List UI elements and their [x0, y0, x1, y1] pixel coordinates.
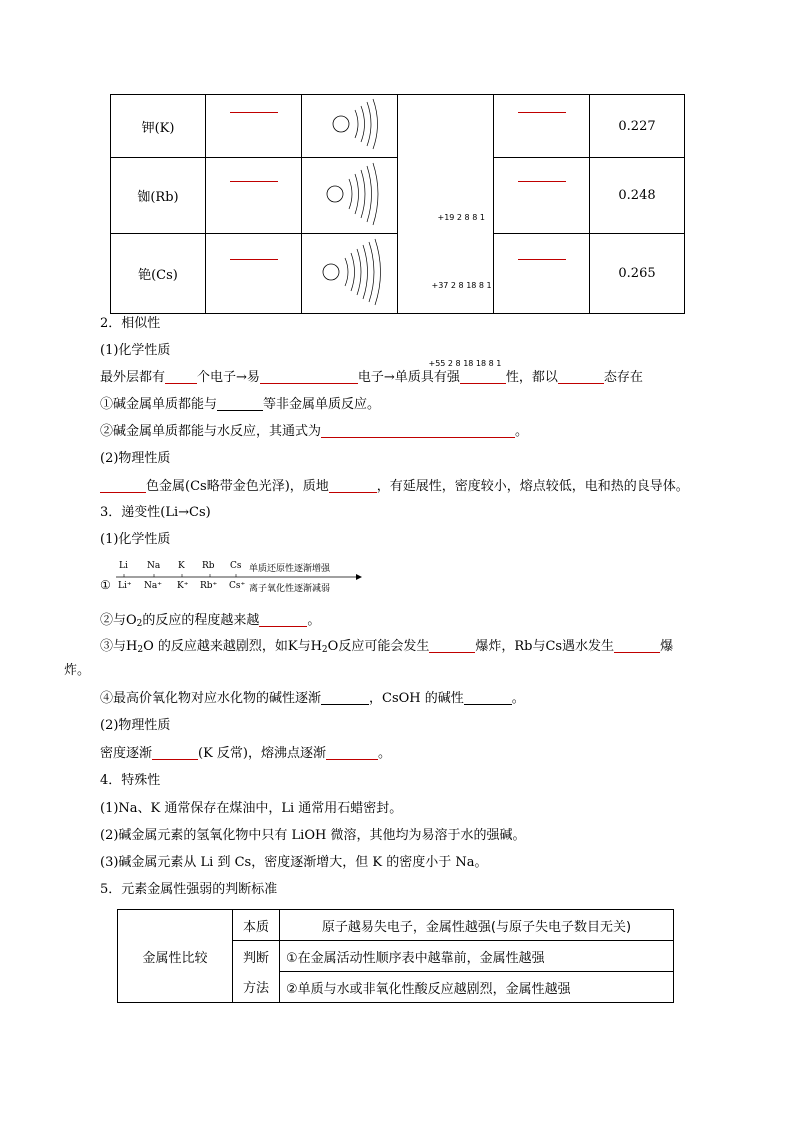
trend-top-label: 单质还原性逐渐增强 — [249, 564, 331, 574]
ion-label: Rb⁺ — [200, 581, 218, 591]
row-key: 本质 — [233, 910, 280, 941]
text-line: (1)Na、K 通常保存在煤油中，Li 通常用石蜡密封。 — [100, 801, 403, 816]
answer-blank — [321, 425, 515, 438]
blank-cell — [494, 158, 590, 234]
answer-blank — [464, 692, 512, 705]
radius-cs: 0.265 — [590, 234, 685, 314]
text-line: (2)碱金属元素的氢氧化物中只有 LiOH 微溶，其他均为易溶于水的强碱。 — [100, 828, 526, 843]
section-special — [100, 771, 740, 881]
table-label: 金属性比较 — [118, 910, 233, 1003]
answer-blank — [460, 371, 506, 384]
atom-text: +55 2 8 18 18 8 1 — [428, 358, 502, 368]
section-heading: 3．递变性(Li→Cs) — [100, 505, 211, 520]
text-line: (3)碱金属元素从 Li 到 Cs，密度逐渐增大，但 K 的密度小于 Na。 — [100, 855, 488, 870]
atom-text: +19 2 8 8 1 — [437, 212, 485, 222]
blank-cell — [494, 95, 590, 158]
radius-rb: 0.248 — [590, 158, 685, 234]
answer-blank — [259, 614, 307, 627]
answer-blank — [614, 640, 660, 653]
ion-label: Cs⁺ — [229, 581, 246, 591]
element-label: Na — [147, 561, 161, 571]
element-label: Cs — [230, 561, 242, 571]
answer-blank — [165, 371, 197, 384]
text-line: ②碱金属单质都能与水反应，其通式为 。 — [100, 424, 529, 439]
answer-blank — [260, 371, 358, 384]
section-heading: 4．特殊性 — [100, 773, 161, 788]
answer-blank — [321, 692, 369, 705]
answer-blank — [429, 640, 475, 653]
answer-blank — [518, 259, 566, 260]
element-name-k: 钾(K) — [111, 95, 206, 158]
ion-label: Na⁺ — [144, 581, 162, 591]
answer-blank — [518, 181, 566, 182]
section-heading: 2．相似性 — [100, 316, 161, 331]
answer-blank — [329, 480, 377, 493]
row-value: ①在金属活动性顺序表中越靠前，金属性越强 — [280, 941, 674, 972]
row-key: 方法 — [233, 972, 280, 1003]
section-heading: 5．元素金属性强弱的判断标准 — [100, 882, 278, 897]
sub-heading: (1)化学性质 — [100, 343, 171, 358]
element-label: K — [178, 561, 185, 571]
blank-cell — [206, 234, 302, 314]
answer-blank — [230, 112, 278, 113]
answer-blank — [326, 747, 378, 760]
blank-cell — [494, 234, 590, 314]
trend-diagram — [100, 558, 370, 598]
atom-structure-diagram-icon — [305, 96, 395, 152]
atom-text: +37 2 8 18 8 1 — [431, 280, 492, 290]
text-line: ④最高价氧化物对应水化物的碱性逐渐 ，CsOH 的碱性 。 — [100, 691, 525, 706]
atom-structure-diagram-icon — [305, 161, 395, 227]
ion-label: Li⁺ — [118, 581, 132, 591]
element-name-rb: 铷(Rb) — [111, 158, 206, 234]
text-line: ②与$O_2$的反应的程度越来越 。 — [100, 613, 321, 629]
ion-label: K⁺ — [177, 581, 189, 591]
sub-heading: (2)物理性质 — [100, 718, 171, 733]
element-name-cs: 铯(Cs) — [111, 234, 206, 314]
atom-structure-k — [302, 95, 485, 222]
metallic-property-table — [117, 909, 674, 1003]
sub-heading: (1)化学性质 — [100, 532, 171, 547]
blank-cell — [206, 95, 302, 158]
atom-structure-diagram-icon — [305, 237, 395, 307]
trend-bottom-label: 离子氧化性逐渐减弱 — [249, 584, 331, 594]
blank-cell — [206, 158, 302, 234]
row-value: 原子越易失电子，金属性越强(与原子失电子数目无关) — [280, 910, 674, 941]
text-line: 密度逐渐 (K 反常)，熔沸点逐渐 。 — [100, 746, 392, 761]
section-similarity — [100, 314, 740, 504]
text-line: ③与$H_2O$ 的反应越来越剧烈，如K与$H_2O$反应可能会发生 爆炸，Rb与Cs遇水发生 爆 — [100, 639, 674, 655]
circle-number: ① — [100, 578, 111, 592]
radius-k: 0.227 — [590, 95, 685, 158]
text-line: 最外层都有 个电子→易 电子→单质具有强 性，都以 态存在 — [100, 370, 643, 385]
answer-blank — [230, 259, 278, 260]
answer-blank — [518, 112, 566, 113]
sub-heading: (2)物理性质 — [100, 451, 171, 466]
row-value: ②单质与水或非氧化性酸反应越剧烈，金属性越强 — [280, 972, 674, 1003]
text-line: 炸。 — [64, 663, 91, 678]
element-label: Rb — [202, 561, 215, 571]
row-key: 判断 — [233, 941, 280, 972]
section-gradation — [64, 503, 740, 771]
answer-blank — [230, 181, 278, 182]
text-line: ①碱金属单质都能与 等非金属单质反应。 — [100, 397, 381, 412]
answer-blank — [558, 371, 604, 384]
answer-blank — [217, 398, 263, 411]
answer-blank — [100, 480, 146, 493]
answer-blank — [152, 747, 198, 760]
element-label: Li — [119, 561, 128, 571]
text-line: 色金属(Cs略带金色光泽)，质地 ，有延展性，密度较小，熔点较低，电和热的良导体。 — [100, 477, 689, 497]
